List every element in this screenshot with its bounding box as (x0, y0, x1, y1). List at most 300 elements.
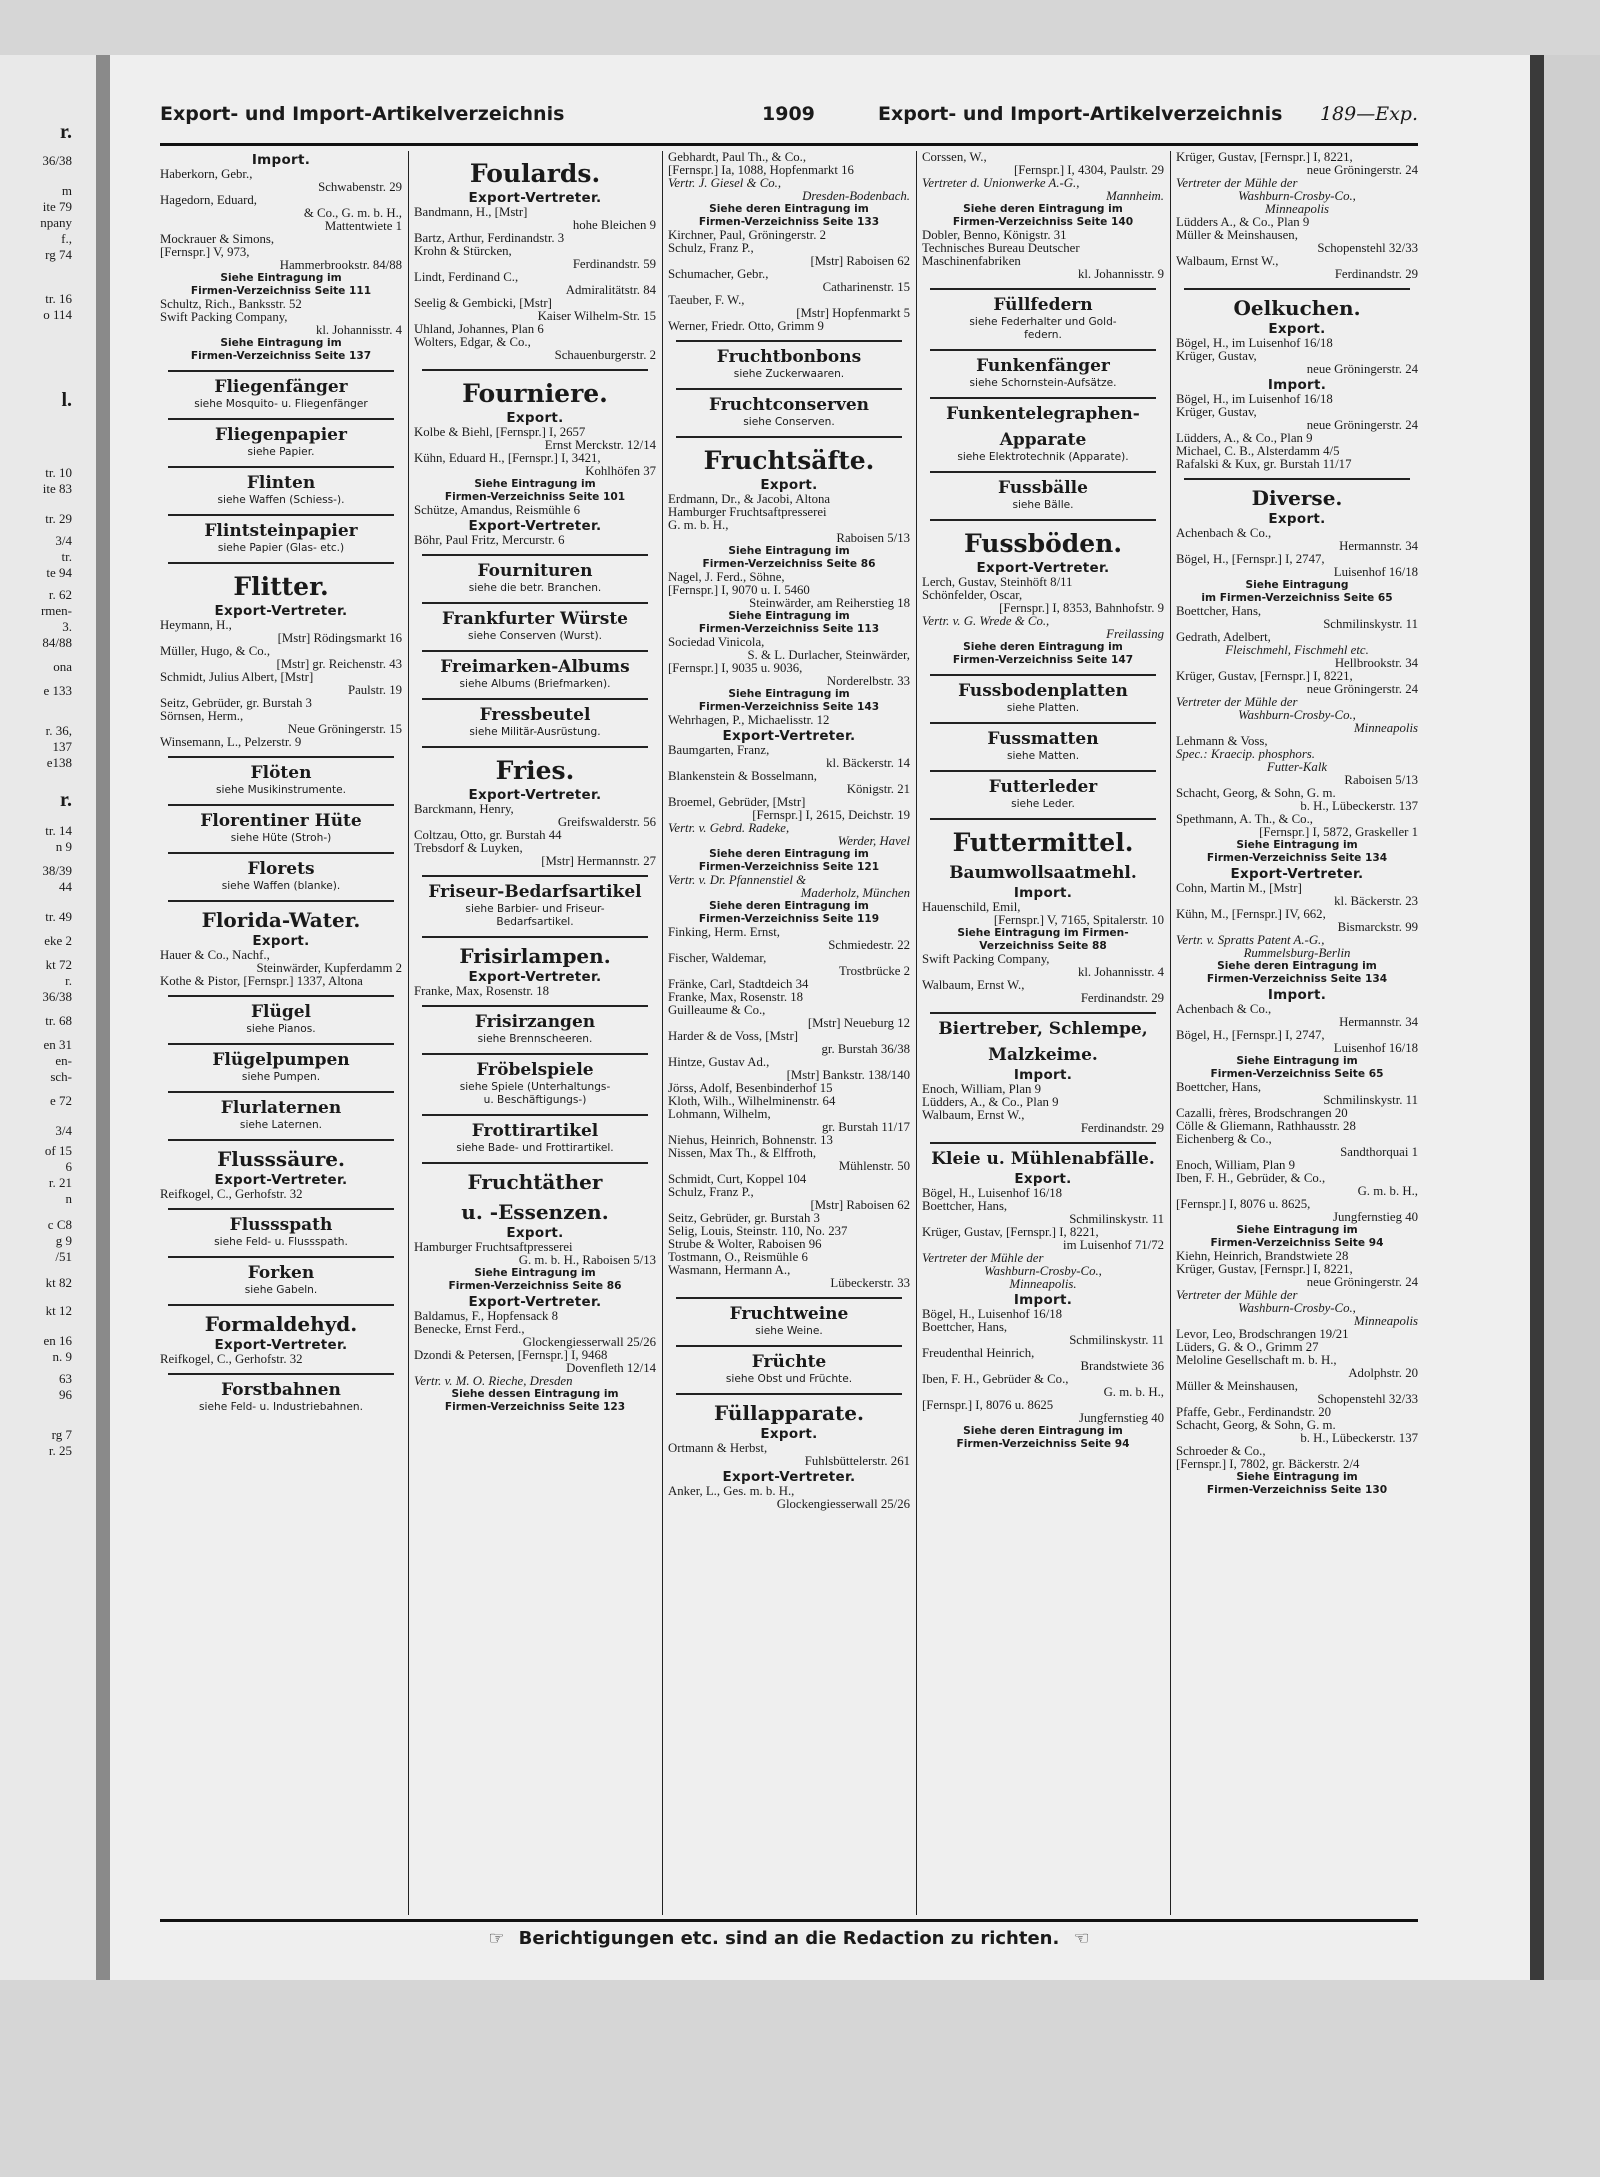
entry-line: Taeuber, F. W., (668, 294, 745, 307)
entry-line: Bögel, H., Luisenhof 16/18 (922, 1308, 1063, 1321)
subheading: Export. (1268, 321, 1326, 337)
entry-address: Trostbrücke 2 (839, 965, 910, 978)
cross-reference: Siehe Eintragung im (1236, 1471, 1358, 1483)
entry-note: Minneapolis (1354, 1315, 1418, 1328)
fragment-text: rg 74 (45, 247, 72, 262)
entry-line: Jörss, Adolf, Besenbinderhof 15 (668, 1082, 833, 1095)
entry-note: Fleischmehl, Fischmehl etc. (1225, 644, 1369, 657)
see-also-reference: siehe Bälle. (1012, 499, 1074, 511)
footer-notice (160, 1925, 1418, 1953)
category-heading: Funkenfänger (976, 356, 1110, 376)
entry-note: Minneapolis (1265, 203, 1329, 216)
entry-address: Schmilinskystr. 11 (1069, 1334, 1164, 1347)
entry-address: kl. Bäckerstr. 14 (826, 757, 910, 770)
entry-line: [Fernspr.] V, 973, (160, 246, 250, 259)
fragment-text: ite 83 (42, 481, 72, 496)
entry-line: Wehrhagen, P., Michaelisstr. 12 (668, 714, 830, 727)
subheading: Import. (1013, 1292, 1073, 1308)
entry-address: Schopenstehl 32/33 (1317, 1393, 1418, 1406)
entry-address: Schmilinskystr. 11 (1323, 618, 1418, 631)
entry-line: Sörnsen, Herm., (160, 710, 244, 723)
entry-address: Admiralitätstr. 84 (565, 284, 656, 297)
fragment-text: npany (40, 215, 72, 230)
entry-line: Cazalli, frères, Brodschrangen 20 (1176, 1107, 1348, 1120)
entry-line: Lehmann & Voss, (1176, 735, 1268, 748)
fragment-text: f., (61, 231, 72, 246)
entry-address: Bismarckstr. 99 (1337, 921, 1418, 934)
cross-reference: Siehe deren Eintragung im (963, 203, 1123, 215)
footer-rule (160, 1919, 1418, 1922)
entry-address: Kaiser Wilhelm-Str. 15 (537, 310, 656, 323)
entry-note: Rummelsburg-Berlin (1243, 947, 1351, 960)
entry-address: [Fernspr.] I, 4304, Paulstr. 29 (1013, 164, 1164, 177)
entry-address: neue Gröningerstr. 24 (1306, 1276, 1418, 1289)
entry-line: Walbaum, Ernst W., (922, 979, 1025, 992)
entry-line: Kloth, Wilh., Wilhelminenstr. 64 (668, 1095, 836, 1108)
entry-line: Müller & Meinshausen, (1176, 1380, 1298, 1393)
fragment-text: e 72 (49, 1093, 72, 1108)
entry-line: Tostmann, O., Reismühle 6 (668, 1251, 808, 1264)
entry-address: [Mstr] Raboisen 62 (810, 1199, 910, 1212)
see-also-reference: Bedarfsartikel. (496, 916, 574, 928)
cross-reference: Firmen-Verzeichniss Seite 86 (448, 1280, 622, 1292)
entry-address: b. H., Lübeckerstr. 137 (1300, 800, 1418, 813)
entry-line: Franke, Max, Rosenstr. 18 (668, 991, 804, 1004)
entry-line: Kühn, Eduard H., [Fernspr.] I, 3421, (414, 452, 601, 465)
pointing-hand-right-icon: ☜ (1073, 1928, 1090, 1949)
entry-note: Dresden-Bodenbach. (802, 190, 910, 203)
category-heading: Apparate (999, 430, 1087, 450)
fragment-text: te 94 (46, 565, 72, 580)
entry-address: Brandstwiete 36 (1080, 1360, 1164, 1373)
see-also-reference: siehe Feld- u. Flussspath. (214, 1236, 348, 1248)
header-right-title: Export- und Import-Artikelverzeichnis (878, 103, 1283, 125)
subheading: Export-Vertreter. (976, 560, 1110, 576)
category-heading: Flügelpumpen (212, 1050, 350, 1070)
fragment-text: n 9 (55, 839, 72, 854)
subheading: Export-Vertreter. (722, 728, 856, 744)
cross-reference: Firmen-Verzeichniss Seite 123 (444, 1401, 626, 1413)
category-heading: Fries. (495, 756, 575, 785)
entry-line: Fischer, Waldemar, (668, 952, 767, 965)
cross-reference: Siehe Eintragung im (474, 478, 596, 490)
entry-address: Schmilinskystr. 11 (1069, 1213, 1164, 1226)
entry-line: Swift Packing Company, (922, 953, 1050, 966)
entry-line: Technisches Bureau Deutscher (922, 242, 1080, 255)
pointing-hand-left-icon: ☞ (488, 1928, 505, 1949)
entry-address: Steinwärder, Kupferdamm 2 (256, 962, 402, 975)
subheading: Export. (1268, 511, 1326, 527)
subheading: Export-Vertreter. (468, 518, 602, 534)
fragment-text: e 133 (43, 683, 72, 698)
entry-address: Luisenhof 16/18 (1333, 1042, 1418, 1055)
cross-reference: Firmen-Verzeichniss Seite 111 (190, 285, 372, 297)
column-4 (922, 151, 1164, 1915)
fragment-text: 44 (59, 879, 72, 894)
cross-reference: Siehe deren Eintragung im (709, 848, 869, 860)
fragment-text: r. 36, (45, 723, 72, 738)
fragment-text: tr. 10 (45, 465, 72, 480)
category-heading: Fliegenfänger (214, 377, 348, 397)
category-heading: u. -Essenzen. (461, 1200, 609, 1224)
category-heading: Florentiner Hüte (200, 811, 362, 831)
fragment-text: r. (59, 125, 72, 143)
fragment-text: r. 21 (48, 1175, 72, 1190)
category-heading: Flurlaternen (220, 1098, 342, 1118)
entry-line: Kolbe & Biehl, [Fernspr.] I, 2657 (414, 426, 586, 439)
entry-line: Böhr, Paul Fritz, Mercurstr. 6 (414, 534, 565, 547)
entry-line: Cohn, Martin M., [Mstr] (1176, 882, 1302, 895)
entry-line: Franke, Max, Rosenstr. 18 (414, 985, 550, 998)
entry-address: [Fernspr.] I, 8353, Bahnhofstr. 9 (999, 602, 1164, 615)
entry-address: [Fernspr.] V, 7165, Spitalerstr. 10 (993, 914, 1164, 927)
entry-address: Hermannstr. 34 (1339, 1016, 1418, 1029)
entry-address: Mühlenstr. 50 (838, 1160, 910, 1173)
entry-line: Kiehn, Heinrich, Brandstwiete 28 (1176, 1250, 1349, 1263)
entry-line: Bögel, H., Luisenhof 16/18 (922, 1187, 1063, 1200)
entry-note: Spec.: Kraecip. phosphors. (1176, 748, 1315, 761)
category-heading: Fruchtsäfte. (703, 446, 875, 475)
entry-note: Vertr. v. Dr. Pfannenstiel & (668, 874, 807, 887)
subheading: Export-Vertreter. (468, 190, 602, 206)
fragment-text: 63 (59, 1371, 72, 1386)
fragment-text: kt 72 (45, 957, 72, 972)
entry-address: Kohlhöfen 37 (585, 465, 656, 478)
entry-line: Gebhardt, Paul Th., & Co., (668, 151, 807, 164)
footer-text: Berichtigungen etc. sind an die Redaction zu richten. (518, 1928, 1060, 1949)
cross-reference: Siehe dessen Eintragung im (451, 1388, 619, 1400)
category-heading: Fussböden. (963, 529, 1123, 558)
entry-address: Hammerbrookstr. 84/88 (279, 259, 402, 272)
entry-note: Washburn-Crosby-Co., (1238, 190, 1356, 203)
cross-reference: Siehe deren Eintragung im (709, 900, 869, 912)
entry-line: Schroeder & Co., (1176, 1445, 1266, 1458)
entry-line: Krüger, Gustav, (1176, 350, 1257, 363)
category-heading: Malzkeime. (988, 1045, 1098, 1065)
entry-address: Hermannstr. 34 (1339, 540, 1418, 553)
entry-line: Strube & Wolter, Raboisen 96 (668, 1238, 822, 1251)
entry-line: Lohmann, Wilhelm, (668, 1108, 771, 1121)
subheading: Export-Vertreter. (722, 1469, 856, 1485)
subheading: Export. (506, 1225, 564, 1241)
entry-address: Schmilinskystr. 11 (1323, 1094, 1418, 1107)
entry-line: Seitz, Gebrüder, gr. Burstah 3 (160, 697, 312, 710)
fragment-text: en 16 (43, 1333, 72, 1348)
see-also-reference: siehe Zuckerwaaren. (733, 368, 845, 380)
column-divider (408, 151, 409, 1915)
entry-address: Glockengiesserwall 25/26 (776, 1498, 910, 1511)
entry-line: Schultz, Rich., Banksstr. 52 (160, 298, 302, 311)
cross-reference: Siehe Eintragung im (1236, 839, 1358, 851)
cross-reference: Firmen-Verzeichniss Seite 94 (1210, 1237, 1384, 1249)
fragment-text: r. 25 (48, 1443, 72, 1458)
cross-reference: Siehe Eintragung im Firmen- (957, 927, 1129, 939)
cross-reference: Firmen-Verzeichniss Seite 133 (698, 216, 880, 228)
entry-address: Paulstr. 19 (347, 684, 402, 697)
cross-reference: Siehe Eintragung im (220, 272, 342, 284)
subheading: Import. (1267, 377, 1327, 393)
subheading: Export-Vertreter. (214, 1172, 348, 1188)
entry-address: G. m. b. H., (1103, 1386, 1164, 1399)
see-also-reference: siehe Platten. (1006, 702, 1080, 714)
cross-reference: Firmen-Verzeichniss Seite 121 (698, 861, 880, 873)
entry-address: Schwabenstr. 29 (318, 181, 402, 194)
category-heading: Foulards. (469, 159, 601, 188)
entry-note: Minneapolis (1354, 722, 1418, 735)
fragment-text: 36/38 (42, 989, 72, 1004)
category-heading: Flinten (246, 473, 316, 493)
category-heading: Fröbelspiele (476, 1060, 594, 1080)
entry-note: Vertr. v. Spratts Patent A.-G., (1176, 934, 1325, 947)
entry-line: Krüger, Gustav, [Fernspr.] I, 8221, (1176, 151, 1353, 164)
entry-line: Finking, Herm. Ernst, (668, 926, 780, 939)
entry-address: Neue Gröningerstr. 15 (287, 723, 402, 736)
see-also-reference: siehe Spiele (Unterhaltungs- (459, 1081, 611, 1093)
entry-line: Baldamus, F., Hopfensack 8 (414, 1310, 558, 1323)
entry-note: Vertreter der Mühle der (1176, 1289, 1298, 1302)
see-also-reference: siehe Albums (Briefmarken). (459, 678, 611, 690)
entry-line: [Fernspr.] I, 7802, gr. Bäckerstr. 2/4 (1176, 1458, 1360, 1471)
fragment-text: kt 12 (45, 1303, 72, 1318)
cross-reference: Firmen-Verzeichniss Seite 65 (1210, 1068, 1384, 1080)
entry-line: Lüdders, A., & Co., Plan 9 (922, 1096, 1059, 1109)
entry-line: Schumacher, Gebr., (668, 268, 769, 281)
entry-line: Wolters, Edgar, & Co., (414, 336, 531, 349)
fragment-text: 137 (52, 739, 72, 754)
fragment-text: r. 62 (48, 587, 72, 602)
entry-line: Niehus, Heinrich, Bohnenstr. 13 (668, 1134, 833, 1147)
see-also-reference: siehe Matten. (1006, 750, 1080, 762)
fragment-text: ona (53, 659, 72, 674)
entry-address: Schopenstehl 32/33 (1317, 242, 1418, 255)
fragment-text: tr. 16 (45, 291, 72, 306)
entry-line: Uhland, Johannes, Plan 6 (414, 323, 544, 336)
entry-line: Michael, C. B., Alsterdamm 4/5 (1176, 445, 1340, 458)
entry-line: Ortmann & Herbst, (668, 1442, 768, 1455)
category-heading: Füllfedern (993, 295, 1093, 315)
column-divider (916, 151, 917, 1915)
entry-line: Maschinenfabriken (922, 255, 1021, 268)
category-heading: Fussmatten (987, 729, 1099, 749)
entry-line: Cölle & Gliemann, Rathhausstr. 28 (1176, 1120, 1356, 1133)
category-heading: Fruchtconserven (708, 395, 870, 415)
fragment-text: r. (65, 973, 72, 988)
entry-line: [Fernspr.] I, 9070 u. I. 5460 (668, 584, 810, 597)
entry-line: Winsemann, L., Pelzerstr. 9 (160, 736, 302, 749)
see-also-reference: siehe Militär-Ausrüstung. (469, 726, 601, 738)
entry-address: G. m. b. H., (1357, 1185, 1418, 1198)
entry-address: Königstr. 21 (846, 783, 910, 796)
category-heading: Flusssäure. (217, 1147, 345, 1171)
entry-line: Coltzau, Otto, gr. Burstah 44 (414, 829, 562, 842)
cross-reference: Siehe Eintragung im (1236, 1055, 1358, 1067)
entry-line: [Fernspr.] I, 8076 u. 8625, (1176, 1198, 1311, 1211)
entry-line: Krüger, Gustav, [Fernspr.] I, 8221, (1176, 1263, 1353, 1276)
entry-line: Guilleaume & Co., (668, 1004, 766, 1017)
header-page-number: 189—Exp. (1319, 103, 1418, 125)
subheading: Import. (1013, 1067, 1073, 1083)
entry-address: Hellbrookstr. 34 (1334, 657, 1418, 670)
category-heading: Fussbodenplatten (958, 681, 1128, 701)
category-heading: Formaldehyd. (204, 1312, 358, 1336)
category-heading: Freimarken-Albums (440, 657, 630, 677)
subheading: Export-Vertreter. (468, 787, 602, 803)
entry-note: Washburn-Crosby-Co., (1238, 709, 1356, 722)
entry-line: Schmidt, Curt, Koppel 104 (668, 1173, 807, 1186)
subheading: Export. (760, 1426, 818, 1442)
fragment-text: kt 82 (45, 1275, 72, 1290)
category-heading: Flintsteinpapier (204, 521, 358, 541)
entry-line: Dobler, Benno, Königstr. 31 (922, 229, 1067, 242)
fragment-text: /51 (55, 1249, 72, 1264)
category-heading: Füllapparate. (714, 1401, 864, 1425)
entry-address: Jungfernstieg 40 (1079, 1412, 1164, 1425)
category-heading: Futterleder (988, 777, 1098, 797)
subheading: Export-Vertreter. (1230, 866, 1364, 882)
entry-line: Achenbach & Co., (1176, 527, 1272, 540)
entry-address: Glockengiesserwall 25/26 (522, 1336, 656, 1349)
entry-line: Lüders, G. & O., Grimm 27 (1176, 1341, 1319, 1354)
entry-line: Schütze, Amandus, Reismühle 6 (414, 504, 580, 517)
fragment-text: en 31 (43, 1037, 72, 1052)
category-heading: Funkentelegraphen- (946, 404, 1140, 424)
entry-line: Blankenstein & Bosselmann, (668, 770, 817, 783)
see-also-reference: siehe Obst und Früchte. (725, 1373, 853, 1385)
entry-line: Harder & de Voss, [Mstr] (668, 1030, 798, 1043)
fragment-text: tr. 29 (45, 511, 72, 526)
entry-address: Steinwärder, am Reiherstieg 18 (749, 597, 910, 610)
entry-line: Krohn & Stürcken, (414, 245, 512, 258)
category-heading: Biertreber, Schlempe, (938, 1019, 1148, 1039)
entry-address: hohe Bleichen 9 (572, 219, 656, 232)
see-also-reference: siehe Laternen. (239, 1119, 323, 1131)
entry-line: Lerch, Gustav, Steinhöft 8/11 (922, 576, 1073, 589)
entry-line: Krüger, Gustav, [Fernspr.] I, 8221, (922, 1226, 1099, 1239)
cross-reference: Firmen-Verzeichniss Seite 86 (702, 558, 876, 570)
entry-line: Spethmann, A. Th., & Co., (1176, 813, 1313, 826)
cross-reference: Siehe Eintragung im (1236, 1224, 1358, 1236)
fragment-text: sch- (50, 1069, 72, 1084)
entry-line: Benecke, Ernst Ferd., (414, 1323, 525, 1336)
entry-note: Maderholz, München (800, 887, 910, 900)
see-also-reference: siehe Waffen (Schiess-). (217, 494, 345, 506)
see-also-reference: siehe Feld- u. Industriebahnen. (199, 1401, 363, 1413)
entry-line: Bartz, Arthur, Ferdinandstr. 3 (414, 232, 565, 245)
category-heading: Kleie u. Mühlenabfälle. (931, 1149, 1155, 1169)
category-heading: Forstbahnen (221, 1380, 341, 1400)
entry-address: Raboisen 5/13 (1344, 774, 1418, 787)
entry-line: Müller & Meinshausen, (1176, 229, 1298, 242)
see-also-reference: siehe Conserven (Wurst). (468, 630, 602, 642)
fragment-text: tr. 49 (45, 909, 72, 924)
subheading: Import. (1013, 885, 1073, 901)
cross-reference: Siehe Eintragung im (474, 1267, 596, 1279)
entry-address: Ferdinandstr. 29 (1334, 268, 1418, 281)
entry-line: Reifkogel, C., Gerhofstr. 32 (160, 1353, 303, 1366)
entry-line: Hagedorn, Eduard, (160, 194, 258, 207)
entry-note: Vertreter der Mühle der (1176, 177, 1298, 190)
see-also-reference: siehe Pianos. (246, 1023, 316, 1035)
column-2 (414, 151, 656, 1915)
entry-address: Ferdinandstr. 59 (572, 258, 656, 271)
entry-note: Vertreter d. Unionwerke A.-G., (922, 177, 1080, 190)
cross-reference: Firmen-Verzeichniss Seite 101 (444, 491, 626, 503)
entry-line: Broemel, Gebrüder, [Mstr] (668, 796, 806, 809)
entry-note: Werder, Havel (837, 835, 910, 848)
entry-line: Corssen, W., (922, 151, 987, 164)
entry-line: Lüdders A., & Co., Plan 9 (1176, 216, 1310, 229)
entry-line: Iben, F. H., Gebrüder & Co., (922, 1373, 1069, 1386)
fragment-text: ite 79 (42, 199, 72, 214)
entry-address: [Mstr] Bankstr. 138/140 (786, 1069, 910, 1082)
cross-reference: Firmen-Verzeichniss Seite 119 (698, 913, 880, 925)
entry-line: Schacht, Georg, & Sohn, G. m. (1176, 787, 1336, 800)
fragment-text: 3. (62, 619, 72, 634)
see-also-reference: siehe Conserven. (743, 416, 835, 428)
category-heading: Friseur-Bedarfsartikel (428, 882, 642, 902)
cross-reference: Firmen-Verzeichniss Seite 134 (1206, 973, 1388, 985)
subheading: Export-Vertreter. (468, 969, 602, 985)
entry-address: Ferdinandstr. 29 (1080, 992, 1164, 1005)
entry-line: Haberkorn, Gebr., (160, 168, 253, 181)
see-also-reference: siehe die betr. Branchen. (468, 582, 602, 594)
entry-line: Nissen, Max Th., & Elffroth, (668, 1147, 817, 1160)
entry-note: Minneapolis. (1009, 1278, 1077, 1291)
see-also-reference: siehe Gabeln. (244, 1284, 318, 1296)
entry-address: Greifswalderstr. 56 (557, 816, 656, 829)
entry-address: neue Gröningerstr. 24 (1306, 683, 1418, 696)
cross-reference: Siehe deren Eintragung im (963, 641, 1123, 653)
see-also-reference: siehe Leder. (1011, 798, 1075, 810)
subheading: Export. (252, 933, 310, 949)
fragment-text: of 15 (44, 1143, 72, 1158)
entry-line: Schacht, Georg, & Sohn, G. m. (1176, 1419, 1336, 1432)
entry-line: Hamburger Fruchtsaftpresserei (414, 1241, 573, 1254)
entry-line: Müller, Hugo, & Co., (160, 645, 271, 658)
see-also-reference: siehe Brennscheeren. (477, 1033, 593, 1045)
entry-address: Ferdinandstr. 29 (1080, 1122, 1164, 1135)
category-heading: Flussspath (229, 1215, 333, 1235)
entry-line: Schmidt, Julius Albert, [Mstr] (160, 671, 314, 684)
entry-address: kl. Johannisstr. 4 (1077, 966, 1164, 979)
entry-line: Bandmann, H., [Mstr] (414, 206, 528, 219)
cross-reference: Siehe Eintragung (1245, 579, 1349, 591)
entry-line: G. m. b. H., (668, 519, 729, 532)
entry-line: Werner, Friedr. Otto, Grimm 9 (668, 320, 824, 333)
entry-line: Gedrath, Adelbert, (1176, 631, 1271, 644)
entry-line: Hauer & Co., Nachf., (160, 949, 270, 962)
header-year: 1909 (762, 103, 815, 125)
category-heading: Fourniere. (462, 379, 608, 408)
category-heading: Fussbälle (998, 478, 1088, 498)
entry-address: Dovenfleth 12/14 (566, 1362, 656, 1375)
entry-line: Eichenberg & Co., (1176, 1133, 1272, 1146)
entry-line: Hintze, Gustav Ad., (668, 1056, 770, 1069)
entry-line: Walbaum, Ernst W., (1176, 255, 1279, 268)
cross-reference: Siehe deren Eintragung im (709, 203, 869, 215)
cross-reference: Siehe Eintragung im (728, 688, 850, 700)
entry-address: [Mstr] gr. Reichenstr. 43 (276, 658, 402, 671)
category-heading: Futtermittel. (952, 828, 1134, 857)
fragment-text: rmen- (40, 603, 72, 618)
entry-line: Boettcher, Hans, (922, 1200, 1008, 1213)
entry-address: S. & L. Durlacher, Steinwärder, (747, 649, 910, 662)
column-divider (1170, 151, 1171, 1915)
category-heading: Flöten (250, 763, 312, 783)
entry-address: [Mstr] Rödingsmarkt 16 (277, 632, 402, 645)
entry-address: [Mstr] Hermannstr. 27 (541, 855, 656, 868)
entry-line: Freudenthal Heinrich, (922, 1347, 1035, 1360)
